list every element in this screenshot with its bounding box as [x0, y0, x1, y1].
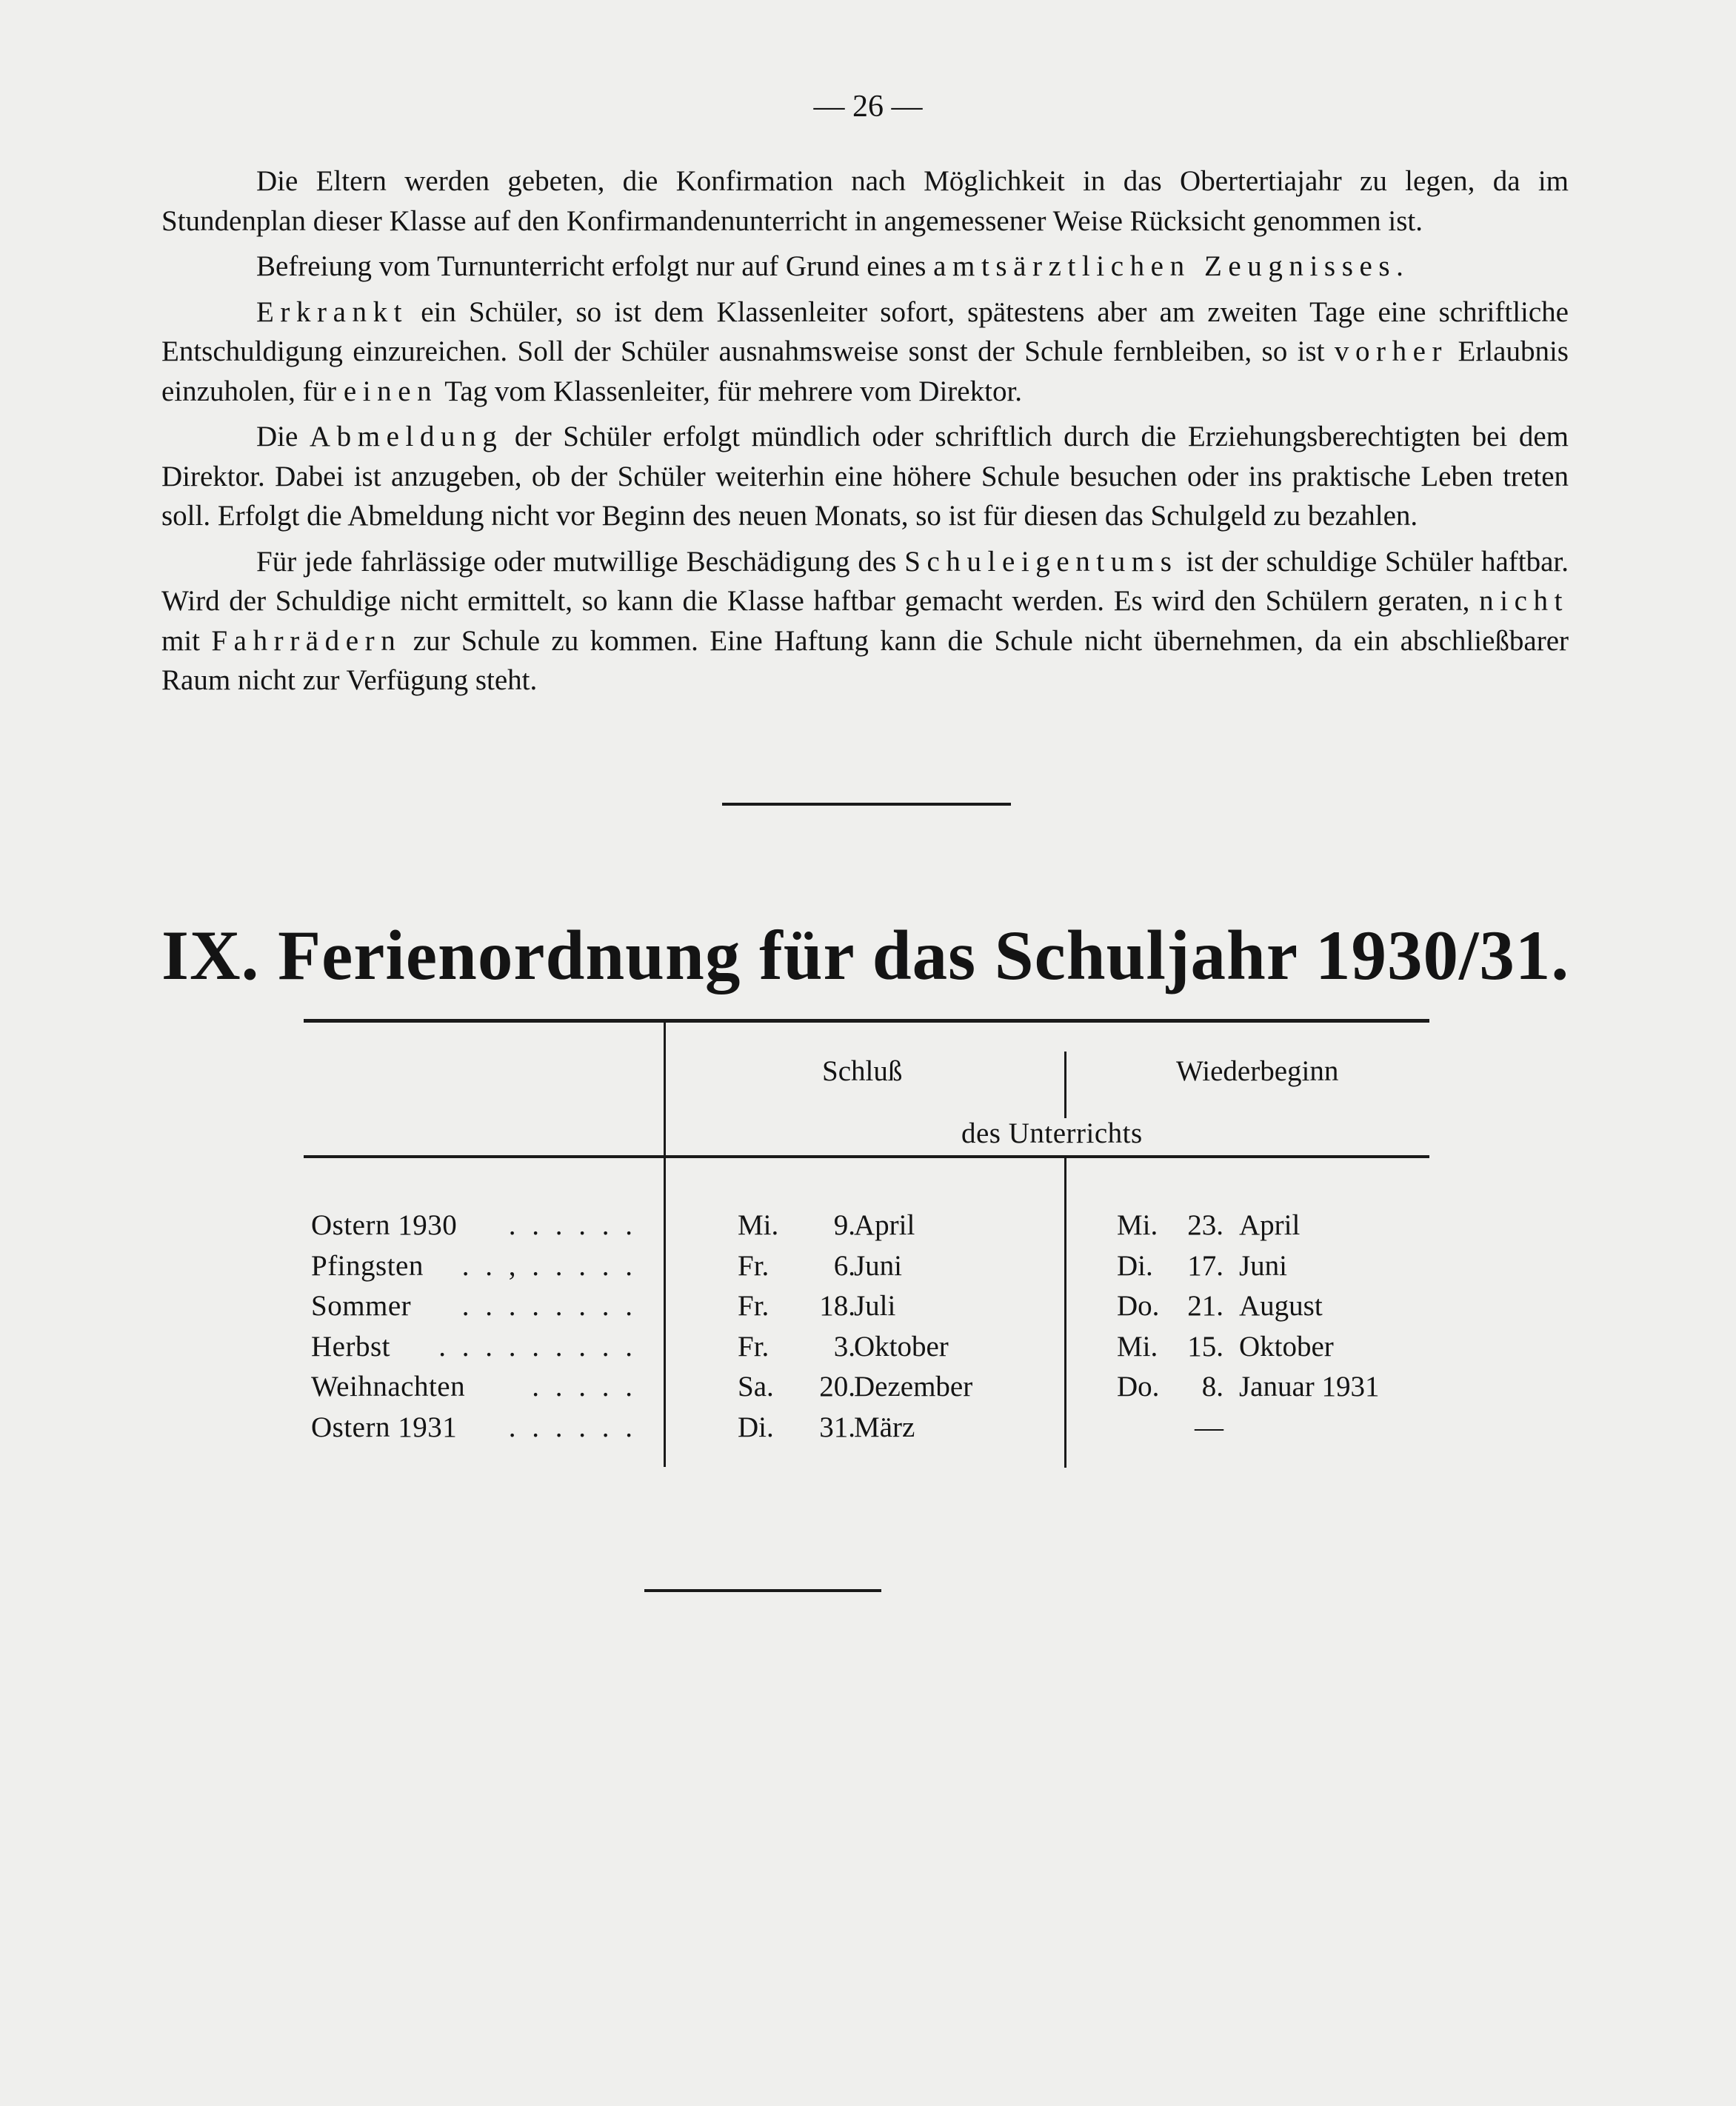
emphasized-text: einen	[343, 375, 438, 407]
paragraph	[161, 247, 1569, 287]
end-weekday: Sa.	[738, 1371, 774, 1403]
end-month: Dezember	[854, 1371, 973, 1403]
table-col-divider-header	[1064, 1052, 1066, 1118]
table-col-divider-left	[664, 1023, 666, 1467]
table-header-rule	[304, 1155, 1429, 1158]
end-weekday: Fr.	[738, 1249, 769, 1282]
holiday-name: Ostern 1931	[311, 1411, 458, 1443]
text-run: der Schüler erfolgt mündlich oder schriftlich durch die Erziehungsberechtigten bei dem Direktor. Dabei ist anzugeben, ob der Schüler weiterhin eine höhere Schule besuchen oder ins praktische Leben treten soll. Erfolgt die Abmeldung nicht vor Beginn des neuen Monats, so ist für diesen das Schulgeld zu bezahlen.	[161, 421, 1569, 532]
end-month: April	[854, 1209, 915, 1241]
text-run: Die	[256, 421, 310, 452]
end-day-number: 18.	[819, 1290, 855, 1322]
end-day-number: 6.	[833, 1249, 855, 1282]
start-day-number: 15.	[1187, 1330, 1223, 1363]
text-run: Die Eltern werden gebeten, die Konfirmation nach Möglichkeit in das Obertertiajahr zu legen, da im Stundenplan dieser Klasse auf den Konfirmandenunterricht in angemessener Weise Rücksicht genommen ist.	[161, 165, 1569, 237]
emphasized-text: vorher	[1334, 335, 1449, 367]
start-weekday: Mi.	[1117, 1209, 1158, 1241]
holiday-name: Weihnachten	[311, 1371, 466, 1403]
text-run: mit	[161, 624, 212, 657]
end-day-number: 20.	[819, 1371, 855, 1403]
start-month: August	[1239, 1290, 1323, 1322]
end-weekday: Fr.	[738, 1330, 769, 1363]
leader-dots: . . . . . .	[508, 1209, 637, 1241]
start-month: Juni	[1239, 1249, 1288, 1282]
start-month: Januar 1931	[1239, 1371, 1380, 1403]
end-month: Juni	[854, 1249, 903, 1282]
leader-dots: . . . . .	[532, 1371, 637, 1403]
page-number: — 26 —	[813, 90, 923, 124]
start-weekday: Do.	[1117, 1290, 1160, 1322]
start-weekday: Mi.	[1117, 1330, 1158, 1363]
end-weekday: Mi.	[738, 1209, 779, 1241]
emphasized-text: Abmeldung	[309, 421, 504, 452]
holiday-name: Herbst	[311, 1330, 390, 1363]
leader-dots: . . . . . . . .	[461, 1290, 637, 1322]
holiday-name: Ostern 1930	[311, 1209, 458, 1241]
start-month: Oktober	[1239, 1330, 1334, 1363]
end-weekday: Fr.	[738, 1290, 769, 1322]
emphasized-text: nicht	[1479, 585, 1569, 617]
text-run: ist der schuldige Schüler haftbar. Wird der Schuldige nicht ermittelt, so kann die Klasse haftbar gemacht werden. Es wird den Schülern geraten,	[161, 545, 1569, 617]
start-day-number: 17.	[1187, 1249, 1223, 1282]
start-day-number: 23.	[1187, 1209, 1223, 1241]
leader-dots: . . . . . .	[508, 1411, 637, 1443]
start-day-number: 8.	[1201, 1371, 1223, 1403]
end-day-number: 9.	[833, 1209, 855, 1241]
text-run: Für jede fahrlässige oder mutwillige Beschädigung des	[256, 545, 905, 578]
separator-rule-bottom	[644, 1589, 881, 1592]
emphasized-text: Erkrankt	[256, 295, 409, 328]
header-wiederbeginn: Wiederbeginn	[1176, 1055, 1339, 1087]
emphasized-text: Schuleigentums	[904, 545, 1178, 578]
table-col-divider-right	[1064, 1158, 1066, 1468]
start-month: April	[1239, 1209, 1301, 1241]
end-weekday: Di.	[738, 1411, 774, 1443]
separator-rule-top	[722, 803, 1011, 806]
leader-dots: . . , . . . . .	[461, 1249, 637, 1282]
start-day-number: —	[1195, 1411, 1223, 1443]
text-run: ein Schüler, so ist dem Klassenleiter sofort, spätestens aber am zweiten Tage eine schriftliche Entschuldigung einzureichen. Soll der Schüler ausnahmsweise sonst der Schule fernbleiben, so ist	[161, 295, 1569, 367]
leader-dots: . . . . . . . . .	[438, 1330, 637, 1363]
emphasized-text: amtsärztlichen Zeugnisses	[933, 250, 1397, 282]
paragraph	[161, 417, 1569, 536]
body-text	[161, 161, 1569, 706]
end-day-number: 3.	[833, 1330, 855, 1363]
table-top-rule	[304, 1019, 1429, 1023]
end-month: Juli	[854, 1290, 896, 1322]
holiday-name: Sommer	[311, 1290, 412, 1322]
text-run: Erlaubnis einzuholen, für	[161, 335, 1569, 407]
end-day-number: 31.	[819, 1411, 855, 1443]
paragraph	[161, 161, 1569, 241]
text-run: Tag vom Klassenleiter, für mehrere vom Direktor.	[438, 375, 1023, 407]
start-day-number: 21.	[1187, 1290, 1223, 1322]
text-run: Befreiung vom Turnunterricht erfolgt nur auf Grund eines	[256, 250, 934, 282]
text-run: zur Schule zu kommen. Eine Haftung kann die Schule nicht übernehmen, da ein abschließbarer Raum nicht zur Verfügung steht.	[161, 624, 1569, 696]
start-weekday: Di.	[1117, 1249, 1153, 1282]
start-weekday: Do.	[1117, 1371, 1160, 1403]
end-month: März	[854, 1411, 915, 1443]
holiday-name: Pfingsten	[311, 1249, 424, 1282]
header-schluss: Schluß	[822, 1055, 903, 1087]
end-month: Oktober	[854, 1330, 949, 1363]
header-subtitle: des Unterrichts	[961, 1117, 1143, 1149]
section-title: IX. Ferienordnung für das Schuljahr 1930/31.	[161, 916, 1570, 994]
emphasized-text: Fahrrädern	[211, 624, 402, 657]
paragraph	[161, 292, 1569, 412]
text-run: .	[1396, 250, 1403, 282]
paragraph	[161, 542, 1569, 701]
